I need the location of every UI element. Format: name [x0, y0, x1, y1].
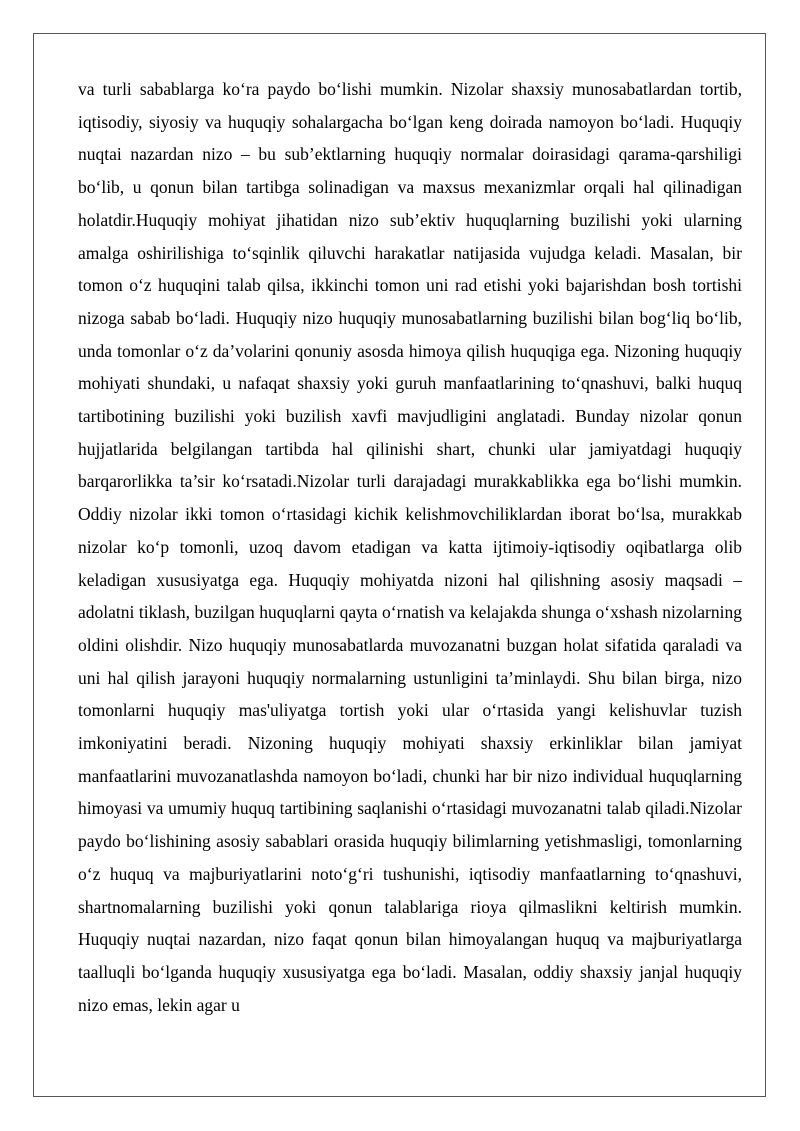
body-paragraph: va turli sabablarga ko‘ra paydo bo‘lishi mumkin. Nizolar shaxsiy munosabatlardan tortib, iqtisodiy, siyosiy va huquqiy sohalargacha bo‘lgan keng doirada namoyon bo‘ladi. Huquqiy nuqtai nazardan nizo – bu sub’ektlarning huquqiy normalar doirasidagi qarama-qarshiligi bo‘lib, u qonun bilan tartibga solinadigan va maxsus mexanizmlar orqali hal qilinadigan holatdir.Huquqiy mohiyat jihatidan nizo sub’ektiv huquqlarning buzilishi yoki ularning amalga oshirilishiga to‘sqinlik qiluvchi harakatlar natijasida vujudga keladi. Masalan, bir tomon o‘z huquqini talab qilsa, ikkinchi tomon uni rad etishi yoki bajarishdan bosh tortishi nizoga sabab bo‘ladi. Huquqiy nizo huquqiy munosabatlarning buzilishi bilan bog‘liq bo‘lib, unda tomonlar o‘z da’volarini qonuniy asosda himoya qilish huquqiga ega. Nizoning huquqiy mohiyati shundaki, u nafaqat shaxsiy yoki guruh manfaatlarining to‘qnashuvi, balki huquq tartibotining buzilishi yoki buzilish xavfi mavjudligini anglatadi. Bunday nizolar qonun hujjatlarida belgilangan tartibda hal qilinishi shart, chunki ular jamiyatdagi huquqiy barqarorlikka ta’sir ko‘rsatadi.Nizolar turli darajadagi murakkablikka ega bo‘lishi mumkin. Oddiy nizolar ikki tomon o‘rtasidagi kichik kelishmovchiliklardan iborat bo‘lsa, murakkab nizolar ko‘p tomonli, uzoq davom etadigan va katta ijtimoiy-iqtisodiy oqibatlarga olib keladigan xususiyatga ega. Huquqiy mohiyatda nizoni hal qilishning asosiy maqsadi – adolatni tiklash, buzilgan huquqlarni qayta o‘rnatish va kelajakda shunga o‘xshash nizolarning oldini olishdir. Nizo huquqiy munosabatlarda muvozanatni buzgan holat sifatida qaraladi va uni hal qilish jarayoni huquqiy normalarning ustunligini ta’minlaydi. Shu bilan birga, nizo tomonlarni huquqiy mas'uliyatga tortish yoki ular o‘rtasida yangi kelishuvlar tuzish imkoniyatini beradi. Nizoning huquqiy mohiyati shaxsiy erkinliklar bilan jamiyat manfaatlarini muvozanatlashda namoyon bo‘ladi, chunki har bir nizo individual huquqlarning himoyasi va umumiy huquq tartibining saqlanishi o‘rtasidagi muvozanatni talab qiladi.Nizolar paydo bo‘lishining asosiy sabablari orasida huquqiy bilimlarning yetishmasligi, tomonlarning o‘z huquq va majburiyatlarini noto‘g‘ri tushunishi, iqtisodiy manfaatlarning to‘qnashuvi, shartnomalarning buzilishi yoki qonun talablariga rioya qilmaslikni keltirish mumkin. Huquqiy nuqtai nazardan, nizo faqat qonun bilan himoyalangan huquq va majburiyatlarga taalluqli bo‘lganda huquqiy xususiyatga ega bo‘ladi. Masalan, oddiy shaxsiy janjal huquqiy nizo emas, lekin agar u: [78, 79, 742, 1015]
